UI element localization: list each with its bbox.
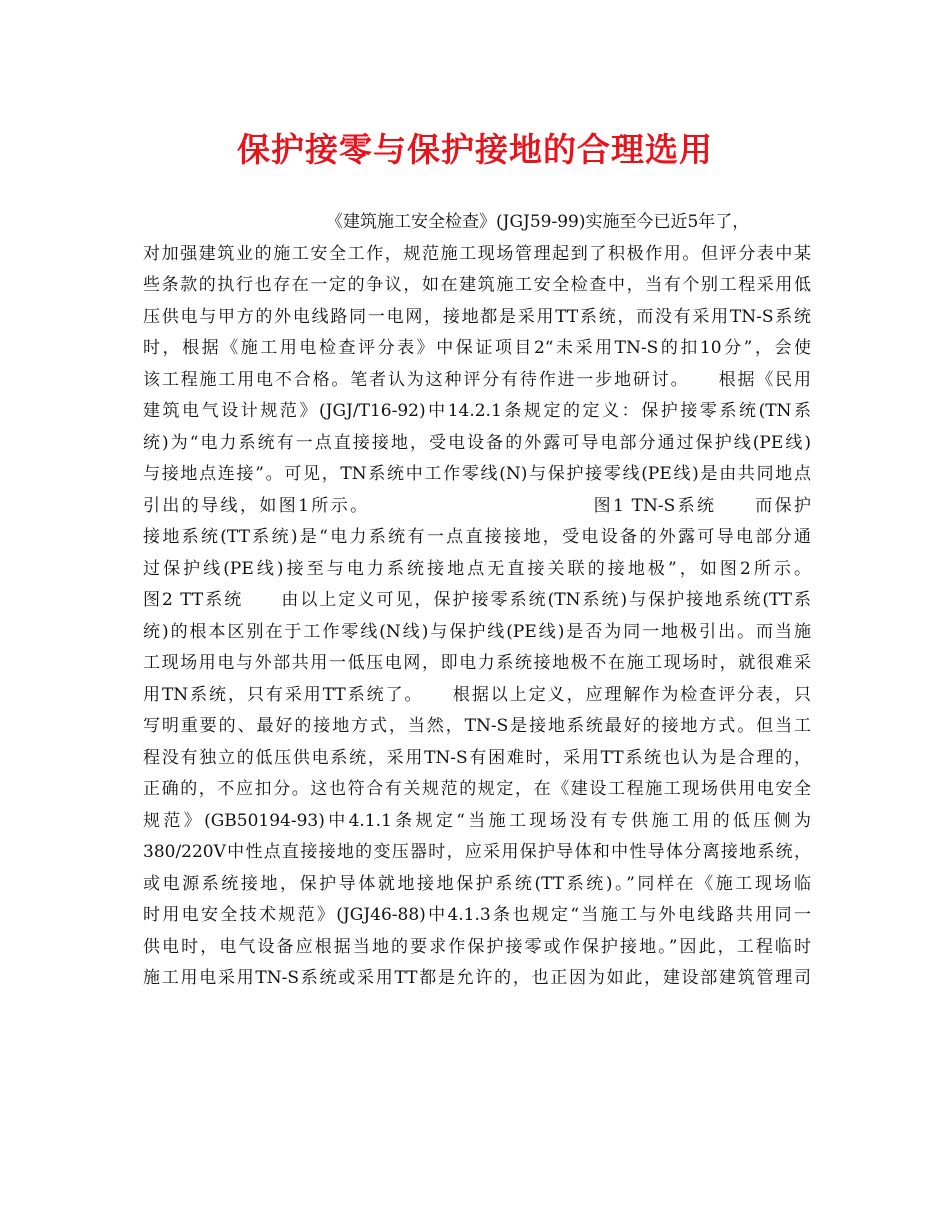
body-line: 接地系统(TT系统)是“电力系统有一点直接接地，受电设备的外露可导电部分通 xyxy=(143,527,811,547)
body-line: 该工程施工用电不合格。笔者认为这种评分有待作进一步地研讨。 根据《民用 xyxy=(143,369,811,390)
body-line: 建筑电气设计规范》(JGJ/T16-92)中14.2.1条规定的定义：保护接零系统(TN系 xyxy=(143,401,811,421)
body-line: 图2 TT系统 由以上定义可见，保护接零系统(TN系统)与保护接地系统(TT系 xyxy=(143,590,811,610)
body-line: 压供电与甲方的外电线路同一电网，接地都是采用TT系统，而没有采用TN-S系统 xyxy=(143,306,811,327)
body-line: 对加强建筑业的施工安全工作，规范施工现场管理起到了积极作用。但评分表中某 xyxy=(143,243,811,264)
document-title: 保护接零与保护接地的合理选用 xyxy=(237,130,713,169)
body-line: 正确的，不应扣分。这也符合有关规范的规定，在《建设工程施工现场供用电安全 xyxy=(143,779,811,799)
body-line: 380/220V中性点直接接地的变压器时，应采用保护导体和中性导体分离接地系统， xyxy=(143,842,811,862)
body-line: 或电源系统接地，保护导体就地接地保护系统(TT系统)。”同样在《施工现场临 xyxy=(143,873,811,894)
body-line: 引出的导线，如图1所示。 图1 TN-S系统 而保护 xyxy=(143,495,811,516)
body-line: 规范》(GB50194-93)中4.1.1条规定“当施工现场没有专供施工用的低压侧为 xyxy=(143,810,811,831)
body-line: 统)的根本区别在于工作零线(N线)与保护线(PE线)是否为同一地极引出。而当施 xyxy=(143,621,811,642)
body-line: 时，根据《施工用电检查评分表》中保证项目2“未采用TN-S的扣10分”，会使 xyxy=(143,338,811,358)
body-line: 些条款的执行也存在一定的争议，如在建筑施工安全检查中，当有个别工程采用低 xyxy=(143,275,811,295)
body-line: 施工用电采用TN-S系统或采用TT都是允许的，也正因为如此，建设部建筑管理司 xyxy=(143,968,811,988)
body-line: 与接地点连接”。可见，TN系统中工作零线(N)与保护接零线(PE线)是由共同地点 xyxy=(143,464,811,484)
body-line: 工现场用电与外部共用一低压电网，即电力系统接地极不在施工现场时，就很难采 xyxy=(143,653,811,673)
body-line: 时用电安全技术规范》(JGJ46-88)中4.1.3条也规定“当施工与外电线路共用同一 xyxy=(143,905,811,925)
document-body xyxy=(143,207,811,995)
body-line: 写明重要的、最好的接地方式，当然，TN-S是接地系统最好的接地方式。但当工 xyxy=(143,716,811,736)
body-line: 供电时，电气设备应根据当地的要求作保护接零或作保护接地。”因此，工程临时 xyxy=(143,936,811,957)
body-line: 《建筑施工安全检查》(JGJ59-99)实施至今已近5年了， xyxy=(326,212,750,232)
body-line: 过保护线(PE线)接至与电力系统接地点无直接关联的接地极”，如图2所示。 xyxy=(143,558,811,579)
body-line: 统)为“电力系统有一点直接接地，受电设备的外露可导电部分通过保护线(PE线) xyxy=(143,432,811,453)
body-line: 用TN系统，只有采用TT系统了。 根据以上定义，应理解作为检查评分表，只 xyxy=(143,684,811,705)
body-line: 程没有独立的低压供电系统，采用TN-S有困难时，采用TT系统也认为是合理的， xyxy=(143,747,811,768)
